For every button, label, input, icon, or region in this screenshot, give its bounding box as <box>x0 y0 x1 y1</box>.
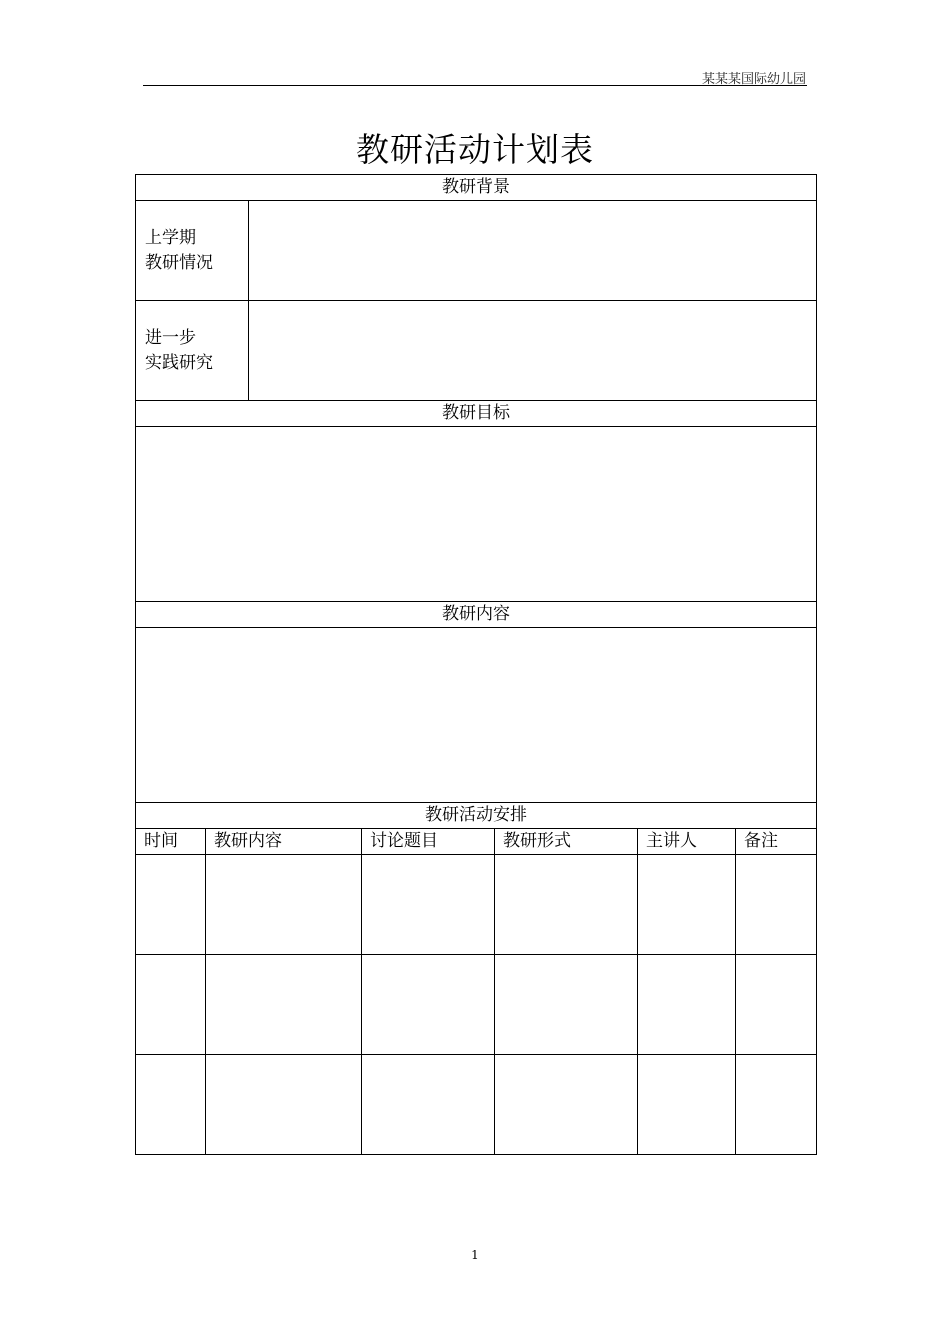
goals-row <box>136 427 817 602</box>
row-label-line: 实践研究 <box>145 352 213 373</box>
section-row-background <box>136 175 817 201</box>
background-row <box>136 301 817 401</box>
schedule-cell-format[interactable] <box>495 1055 638 1155</box>
schedule-cell-content[interactable] <box>206 955 362 1055</box>
schedule-row <box>136 1055 817 1155</box>
schedule-cell-content[interactable] <box>206 855 362 955</box>
schedule-cell-speaker[interactable] <box>638 1055 736 1155</box>
schedule-cell-content[interactable] <box>206 1055 362 1155</box>
schedule-cell-remarks[interactable] <box>736 1055 817 1155</box>
column-header-topic: 讨论题目 <box>362 829 495 855</box>
section-title-background: 教研背景 <box>136 175 817 201</box>
schedule-cell-remarks[interactable] <box>736 955 817 1055</box>
section-title-goals: 教研目标 <box>136 401 817 427</box>
background-row <box>136 201 817 301</box>
section-title-schedule: 教研活动安排 <box>136 803 817 829</box>
schedule-cell-topic[interactable] <box>362 955 495 1055</box>
content-row <box>136 628 817 803</box>
column-header-speaker: 主讲人 <box>638 829 736 855</box>
schedule-cell-format[interactable] <box>495 855 638 955</box>
schedule-row <box>136 855 817 955</box>
section-row-schedule <box>136 803 817 829</box>
goals-field[interactable] <box>136 427 817 602</box>
page-title: 教研活动计划表 <box>356 130 594 169</box>
row-label-line: 教研情况 <box>145 252 213 273</box>
schedule-cell-time[interactable] <box>136 1055 206 1155</box>
schedule-cell-speaker[interactable] <box>638 855 736 955</box>
further-practice-field[interactable] <box>249 301 817 401</box>
schedule-cell-time[interactable] <box>136 855 206 955</box>
row-label-line: 上学期 <box>145 227 196 248</box>
column-header-time: 时间 <box>136 829 206 855</box>
row-label-last-term <box>136 201 249 301</box>
row-label-line: 进一步 <box>145 327 196 348</box>
section-title-content: 教研内容 <box>136 602 817 628</box>
header-org-name: 某某某国际幼儿园 <box>701 72 806 87</box>
section-row-content <box>136 602 817 628</box>
page-number: 1 <box>471 1248 479 1262</box>
row-label-further-practice <box>136 301 249 401</box>
schedule-cell-time[interactable] <box>136 955 206 1055</box>
schedule-cell-format[interactable] <box>495 955 638 1055</box>
schedule-cell-remarks[interactable] <box>736 855 817 955</box>
plan-form-table <box>135 174 817 1155</box>
column-header-format: 教研形式 <box>495 829 638 855</box>
schedule-cell-topic[interactable] <box>362 855 495 955</box>
header-divider <box>143 85 807 86</box>
schedule-header-row <box>136 829 817 855</box>
last-term-field[interactable] <box>249 201 817 301</box>
content-field[interactable] <box>136 628 817 803</box>
schedule-cell-topic[interactable] <box>362 1055 495 1155</box>
section-row-goals <box>136 401 817 427</box>
schedule-cell-speaker[interactable] <box>638 955 736 1055</box>
column-header-content: 教研内容 <box>206 829 362 855</box>
column-header-remarks: 备注 <box>736 829 817 855</box>
schedule-row <box>136 955 817 1055</box>
